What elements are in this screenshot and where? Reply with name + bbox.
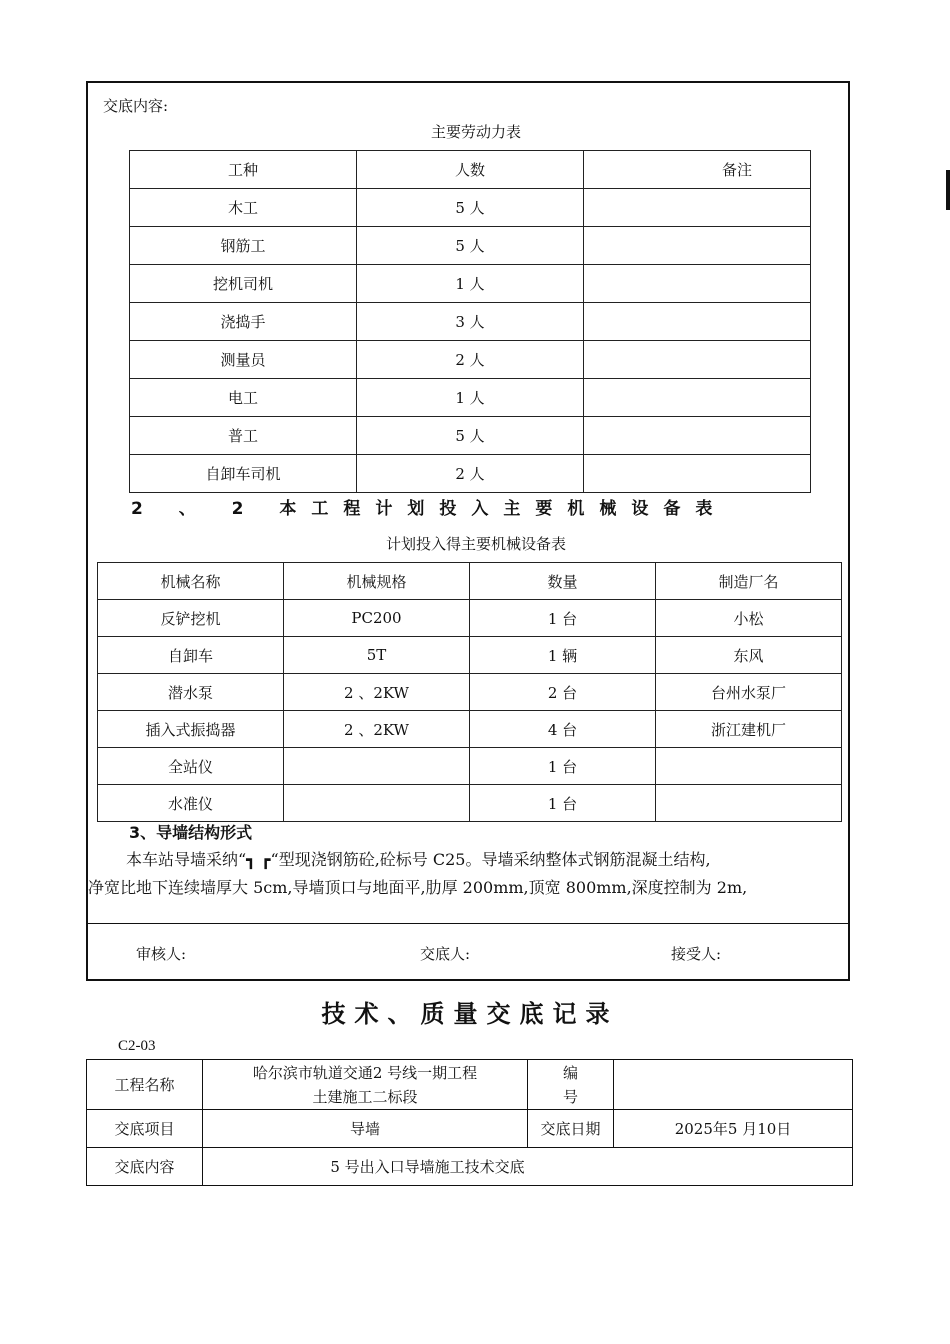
table-row [98, 637, 842, 674]
table-cell: 5 人 [357, 417, 584, 455]
table-cell: 木工 [130, 189, 357, 227]
table-cell: 插入式振捣器 [98, 711, 284, 748]
table-row [130, 265, 811, 303]
project-name-label: 工程名称 [87, 1060, 203, 1110]
content-label: 交底内容: [103, 97, 169, 115]
table-cell [584, 379, 811, 417]
table-cell [284, 785, 470, 822]
table-row [98, 674, 842, 711]
table-cell: 2 、2KW [284, 711, 470, 748]
table-row [98, 711, 842, 748]
table-row [130, 455, 811, 493]
section-2-2-heading: 2 、 2 本工程计划投入主要机械设备表 [131, 499, 728, 519]
table-cell: 浙江建机厂 [656, 711, 842, 748]
header-cell: 人数 [357, 151, 584, 189]
content-label: 交底内容 [87, 1148, 203, 1186]
record-title: 技术、质量交底记录 [321, 1000, 619, 1028]
table-row [87, 1110, 853, 1148]
table-cell: 1 台 [470, 785, 656, 822]
machine-table [97, 562, 842, 822]
table-row [87, 1148, 853, 1186]
table-header-row [130, 151, 811, 189]
project-name-line: 哈尔滨市轨道交通2 号线一期工程 [252, 1063, 478, 1082]
date-value: 2025年5 月10日 [614, 1110, 853, 1148]
receiver-label: 接受人: [671, 945, 722, 963]
table-cell: 4 台 [470, 711, 656, 748]
form-code: C2-03 [118, 1038, 156, 1054]
machine-table-title: 计划投入得主要机械设备表 [385, 535, 566, 553]
divider [88, 923, 850, 924]
table-header-row [98, 563, 842, 600]
table-cell: 台州水泵厂 [656, 674, 842, 711]
reviewer-label: 审核人: [136, 945, 187, 963]
project-name-line: 土建施工二标段 [312, 1087, 418, 1106]
project-name-cell [203, 1060, 528, 1110]
number-label-cell [528, 1060, 614, 1110]
item-value: 导墙 [203, 1110, 528, 1148]
section-3-heading: 3、导墙结构形式 [129, 823, 253, 842]
table-cell: 挖机司机 [130, 265, 357, 303]
table-cell: 潜水泵 [98, 674, 284, 711]
labor-table-title: 主要劳动力表 [430, 123, 521, 141]
table-cell: 2 台 [470, 674, 656, 711]
table-cell: 普工 [130, 417, 357, 455]
table-cell [584, 341, 811, 379]
record-info-table [86, 1059, 853, 1186]
table-row [130, 417, 811, 455]
table-row [130, 303, 811, 341]
table-cell: 自卸车司机 [130, 455, 357, 493]
table-cell: 1 人 [357, 379, 584, 417]
paragraph-line: 本车站导墙采纳“┓ ┏“型现浇钢筋砼,砼标号 C25。导墙采纳整体式钢筋混凝土结构, [126, 850, 711, 869]
header-cell: 备注 [584, 151, 811, 189]
table-row [130, 227, 811, 265]
table-cell: 小松 [656, 600, 842, 637]
table-cell [284, 748, 470, 785]
table-cell: 电工 [130, 379, 357, 417]
table-cell [584, 189, 811, 227]
number-label-line: 号 [562, 1087, 578, 1106]
table-cell: 2 、2KW [284, 674, 470, 711]
table-cell: 全站仪 [98, 748, 284, 785]
table-cell: 1 台 [470, 600, 656, 637]
header-cell: 制造厂名 [656, 563, 842, 600]
table-cell: 2 人 [357, 341, 584, 379]
table-cell: 2 人 [357, 455, 584, 493]
header-cell: 机械规格 [284, 563, 470, 600]
item-label: 交底项目 [87, 1110, 203, 1148]
table-cell: 水准仪 [98, 785, 284, 822]
table-cell: 反铲挖机 [98, 600, 284, 637]
table-cell: 5 人 [357, 227, 584, 265]
table-cell: 1 辆 [470, 637, 656, 674]
table-cell: 自卸车 [98, 637, 284, 674]
table-cell [584, 303, 811, 341]
table-cell: 3 人 [357, 303, 584, 341]
content-value: 5 号出入口导墙施工技术交底 [203, 1148, 853, 1186]
table-row [87, 1060, 853, 1110]
table-cell: 5 人 [357, 189, 584, 227]
table-cell [584, 417, 811, 455]
table-cell: 5T [284, 637, 470, 674]
table-cell: PC200 [284, 600, 470, 637]
labor-table [129, 150, 811, 493]
table-cell: 钢筋工 [130, 227, 357, 265]
number-value [614, 1060, 853, 1110]
table-cell: 浇捣手 [130, 303, 357, 341]
table-cell [584, 265, 811, 303]
table-row [98, 748, 842, 785]
paragraph-line: 净宽比地下连续墙厚大 5cm,导墙顶口与地面平,肋厚 200mm,顶宽 800mm,深度控制为 2m, [88, 878, 748, 897]
edge-mark [946, 170, 950, 210]
table-row [130, 379, 811, 417]
table-cell [584, 455, 811, 493]
number-label-line: 编 [562, 1063, 578, 1082]
presenter-label: 交底人: [420, 945, 471, 963]
date-label: 交底日期 [528, 1110, 614, 1148]
table-cell: 1 人 [357, 265, 584, 303]
header-cell: 数量 [470, 563, 656, 600]
table-row [98, 785, 842, 822]
header-cell: 机械名称 [98, 563, 284, 600]
table-cell: 1 台 [470, 748, 656, 785]
table-cell [656, 748, 842, 785]
table-row [130, 341, 811, 379]
table-row [98, 600, 842, 637]
header-cell: 工种 [130, 151, 357, 189]
table-cell [584, 227, 811, 265]
table-row [130, 189, 811, 227]
table-cell: 东风 [656, 637, 842, 674]
table-cell [656, 785, 842, 822]
table-cell: 测量员 [130, 341, 357, 379]
